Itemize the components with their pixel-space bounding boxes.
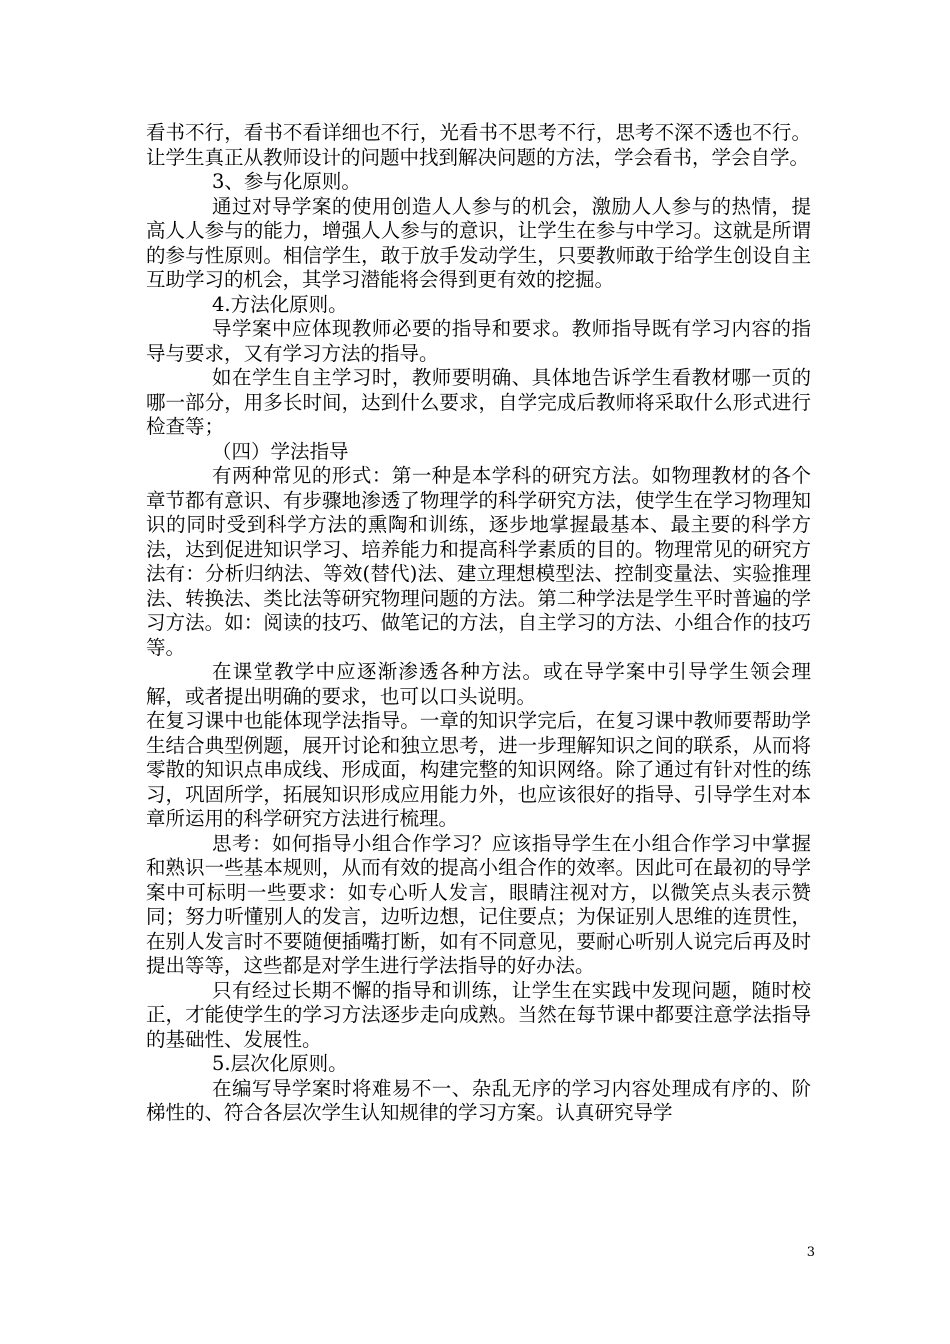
paragraph: 如在学生自主学习时，教师要明确、具体地告诉学生看教材哪一页的哪一部分，用多长时间，达到什么要求，自学完成后教师将采取什么形式进行检查等； [146,366,811,438]
paragraph: 看书不行，看书不看详细也不行，光看书不思考不行，思考不深不透也不行。让学生真正从教师设计的问题中找到解决问题的方法，学会看书，学会自学。 [146,121,811,169]
paragraph: 在课堂教学中应逐渐渗透各种方法。或在导学案中引导学生领会理解，或者提出明确的要求，也可以口头说明。 [146,660,811,708]
paragraph: 通过对导学案的使用创造人人参与的机会，激励人人参与的热情，提高人人参与的能力，增强人人参与的意识，让学生在参与中学习。这就是所谓的参与性原则。相信学生，敢于放手发动学生，只要教师敢于给学生创设自主互助学习的机会，其学习潜能将会得到更有效的挖掘。 [146,194,811,291]
section-heading: 4.方法化原则。 [212,292,348,316]
paragraph: 导学案中应体现教师必要的指导和要求。教师指导既有学习内容的指导与要求，又有学习方法的指导。 [146,317,811,365]
paragraph: 有两种常见的形式：第一种是本学科的研究方法。如物理教材的各个章节都有意识、有步骤地渗透了物理学的科学研究方法，使学生在学习物理知识的同时受到科学方法的熏陶和训练，逐步地掌握最基本、最主要的科学方法，达到促进知识学习、培养能力和提高科学素质的目的。物理常见的研究方法有：分析归纳法、等效(替代)法、建立理想模型法、控制变量法、实验推理法、转换法、类比法等研究物理问题的方法。第二种学法是学生平时普遍的学习方法。如：阅读的技巧、做笔记的方法，自主学习的方法、小组合作的技巧等。 [146,464,811,659]
section-heading: （四）学法指导 [212,439,349,463]
paragraph: 只有经过长期不懈的指导和训练，让学生在实践中发现问题，随时校正，才能使学生的学习方法逐步走向成熟。当然在每节课中都要注意学法指导的基础性、发展性。 [146,978,811,1051]
paragraph: 思考：如何指导小组合作学习？应该指导学生在小组合作学习中掌握和熟识一些基本规则，从而有效的提高小组合作的效率。因此可在最初的导学案中可标明一些要求：如专心听人发言，眼睛注视对方，以微笑点头表示赞同；努力听懂别人的发言，边听边想，记住要点；为保证别人思维的连贯性，在别人发言时不要随便插嘴打断，如有不同意见，要耐心听别人说完后再及时提出等等，这些都是对学生进行学法指导的好办法。 [146,831,811,977]
page-number: 3 [806,1245,815,1260]
document-body [146,121,811,1126]
paragraph: 在编写导学案时将难易不一、杂乱无序的学习内容处理成有序的、阶梯性的、符合各层次学生认知规律的学习方案。认真研究导学 [146,1076,811,1124]
paragraph: 在复习课中也能体现学法指导。一章的知识学完后，在复习课中教师要帮助学生结合典型例题，展开讨论和独立思考，进一步理解知识之间的联系，从而将零散的知识点串成线、形成面，构建完整的知识网络。除了通过有针对性的练习，巩固所学，拓展知识形成应用能力外，也应该很好的指导、引导学生对本章所运用的科学研究方法进行梳理。 [146,709,811,830]
section-heading: 5.层次化原则。 [212,1052,348,1075]
section-heading: 3、参与化原则。 [212,170,361,193]
